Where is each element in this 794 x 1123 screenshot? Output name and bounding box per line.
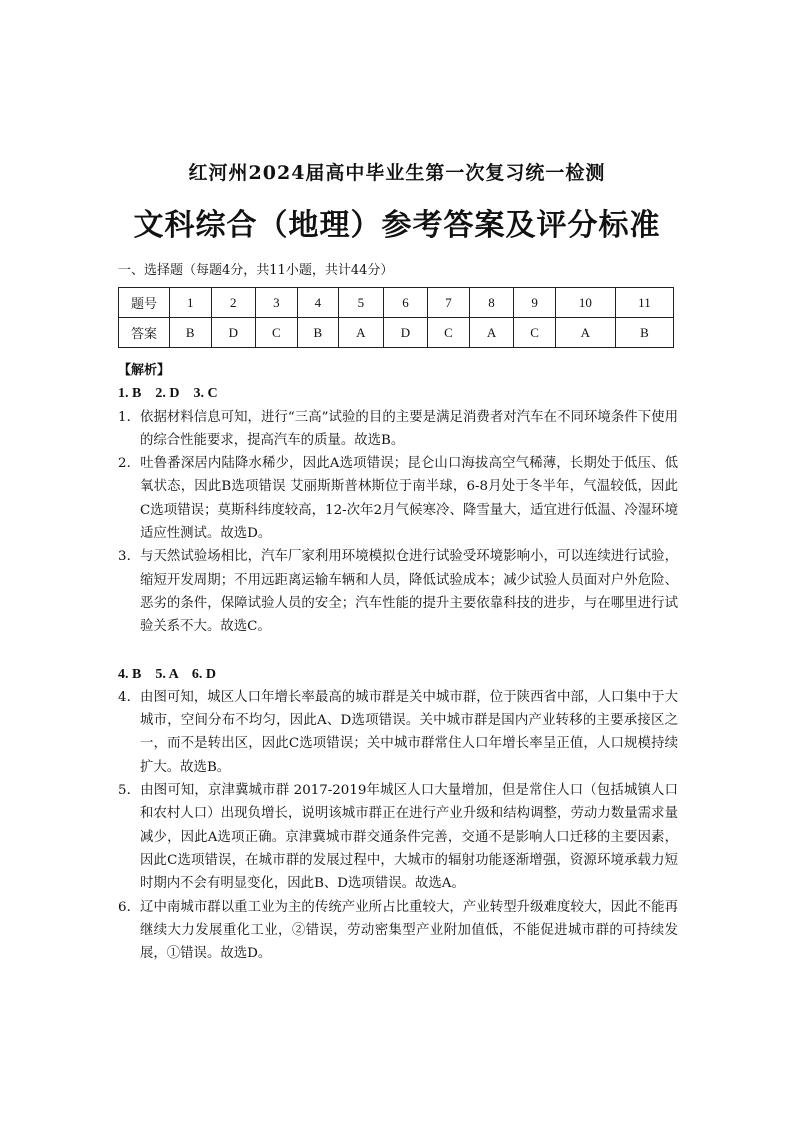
question-number: 9	[514, 288, 556, 318]
group-answers-1-3: 1. B 2. D 3. C	[118, 386, 218, 402]
answer-cell: B	[170, 318, 212, 348]
question-number: 11	[615, 288, 673, 318]
explanation-q1: 1．依据材料信息可知，进行“三高”试验的目的主要是满足消费者对汽车在不同环境条件下使用的综合性能要求，提高汽车的质量。故选B。	[118, 409, 678, 448]
question-number: 1	[170, 288, 212, 318]
answer-cell: D	[383, 318, 428, 348]
answer-cell: A	[339, 318, 384, 348]
answer-cell: B	[297, 318, 339, 348]
question-number: 10	[555, 288, 615, 318]
question-number: 3	[256, 288, 298, 318]
answer-cell: C	[514, 318, 556, 348]
explanation-q6: 6．辽中南城市群以重工业为主的传统产业所占比重较大，产业转型升级难度较大，因此不能再继续大力发展重化工业，②错误，劳动密集型产业附加值低，不能促进城市群的可持续发展，①错误。故选D。	[118, 899, 678, 962]
answer-cell: C	[256, 318, 298, 348]
explanation-q4: 4．由图可知，城区人口年增长率最高的城市群是关中城市群，位于陕西省中部，人口集中于大城市，空间分布不均匀，因此A、D选项错误。关中城市群是国内产业转移的主要承接区之一，而不是转出区，因此C选项错误；关中城市群常住人口年增长率呈正值，人口规模持续扩大。故选B。	[118, 689, 678, 775]
question-number-row	[119, 288, 674, 318]
answer-cell: A	[555, 318, 615, 348]
row-label-answers: 答案	[119, 318, 170, 348]
explanation-q2: 2．吐鲁番深居内陆降水稀少，因此A选项错误；昆仑山口海拔高空气稀薄，长期处于低压、低氧状态，因此B选项错误 艾丽斯斯普林斯位于南半球，6-8月处于冬半年，气温较低，因此C选项错误；莫斯科纬度较高，12-次年2月气候寒冷、降雪量大，适宜进行低温、冷湿环境适应性测试。故选D。	[118, 456, 678, 542]
question-number: 4	[297, 288, 339, 318]
question-number: 7	[428, 288, 470, 318]
spacer	[118, 639, 678, 663]
answer-cell: A	[469, 318, 514, 348]
exam-title: 红河州2024届高中毕业生第一次复习统一检测	[188, 162, 606, 184]
answer-cell: B	[615, 318, 673, 348]
analysis-label: 【解析】	[118, 363, 171, 378]
explanation-q3: 3．与天然试验场相比，汽车厂家利用环境模拟仓进行试验受环境影响小，可以连续进行试验，缩短开发周期；不用远距离运输车辆和人员，降低试验成本；减少试验人员面对户外危险、恶劣的条件，保障试验人员的安全；汽车性能的提升主要依靠科技的进步，与在哪里进行试验关系不大。故选C。	[118, 549, 678, 635]
section-heading: 一、选择题（每题4分，共11小题，共计44分）	[118, 263, 394, 278]
analysis-section	[118, 359, 678, 965]
explanation-q5: 5．由图可知，京津冀城市群 2017-2019年城区人口大量增加，但是常住人口（包括城镇人口和农村人口）出现负增长，说明该城市群正在进行产业升级和结构调整，劳动力数量需求量减少，因此A选项正确。京津冀城市群交通条件完善，交通不是影响人口迁移的主要因素，因此C选项错误，在城市群的发展过程中，大城市的辐射功能逐渐增强，资源环境承载力短时期内不会有明显变化，因此B、D选项错误。故选A。	[118, 783, 678, 892]
answer-table	[118, 287, 674, 348]
row-label-numbers: 题号	[119, 288, 170, 318]
question-number: 6	[383, 288, 428, 318]
question-number: 8	[469, 288, 514, 318]
document-subtitle: 文科综合（地理）参考答案及评分标准	[133, 208, 661, 243]
question-number: 5	[339, 288, 384, 318]
group-answers-4-6: 4. B 5. A 6. D	[118, 666, 217, 682]
answer-cell: C	[428, 318, 470, 348]
answer-row	[119, 318, 674, 348]
answer-cell: D	[211, 318, 256, 348]
question-number: 2	[211, 288, 256, 318]
